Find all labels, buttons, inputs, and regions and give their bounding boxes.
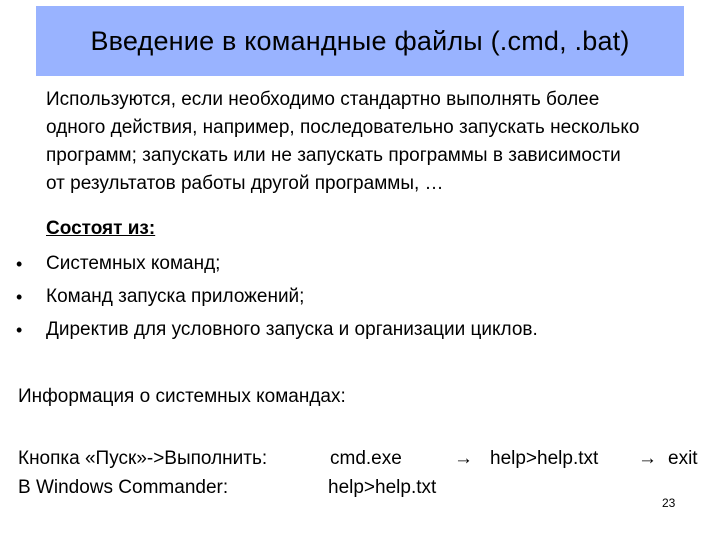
- windows-commander-label: В Windows Commander:: [18, 477, 229, 498]
- start-menu-label: Кнопка «Пуск»->Выполнить:: [18, 448, 268, 469]
- bullet-icon: •: [16, 320, 23, 340]
- intro-line: от результатов работы другой программы, …: [46, 173, 444, 194]
- help-command-text: help>help.txt: [328, 477, 437, 498]
- intro-paragraph: [46, 86, 716, 198]
- start-menu-command-line: [18, 446, 718, 472]
- list-item-text: Системных команд;: [46, 253, 221, 274]
- intro-line: программ; запускать или не запускать программы в зависимости: [46, 145, 621, 166]
- intro-line: Используются, если необходимо стандартно выполнять более: [46, 89, 600, 110]
- arrow-icon: →: [454, 448, 473, 469]
- info-heading: Информация о системных командах:: [18, 386, 346, 407]
- page-number: 23: [662, 496, 676, 510]
- intro-line: одного действия, например, последовательно запускать несколько: [46, 117, 640, 138]
- list-item: [16, 283, 538, 316]
- composition-heading: Состоят из:: [46, 218, 156, 239]
- slide-title: Введение в командные файлы (.cmd, .bat): [90, 25, 630, 56]
- windows-commander-line: [18, 475, 718, 501]
- list-item: [16, 250, 538, 283]
- bullet-icon: •: [16, 254, 23, 274]
- cmd-exe-text: cmd.exe: [330, 448, 402, 469]
- bullet-icon: •: [16, 287, 23, 307]
- arrow-icon: →: [638, 448, 657, 469]
- list-item-text: Директив для условного запуска и организации циклов.: [46, 319, 538, 340]
- help-command-text: help>help.txt: [490, 448, 599, 469]
- title-bar: [36, 6, 684, 76]
- list-item-text: Команд запуска приложений;: [46, 286, 305, 307]
- composition-list: [16, 250, 538, 349]
- exit-command-text: exit: [668, 448, 698, 469]
- list-item: [16, 316, 538, 349]
